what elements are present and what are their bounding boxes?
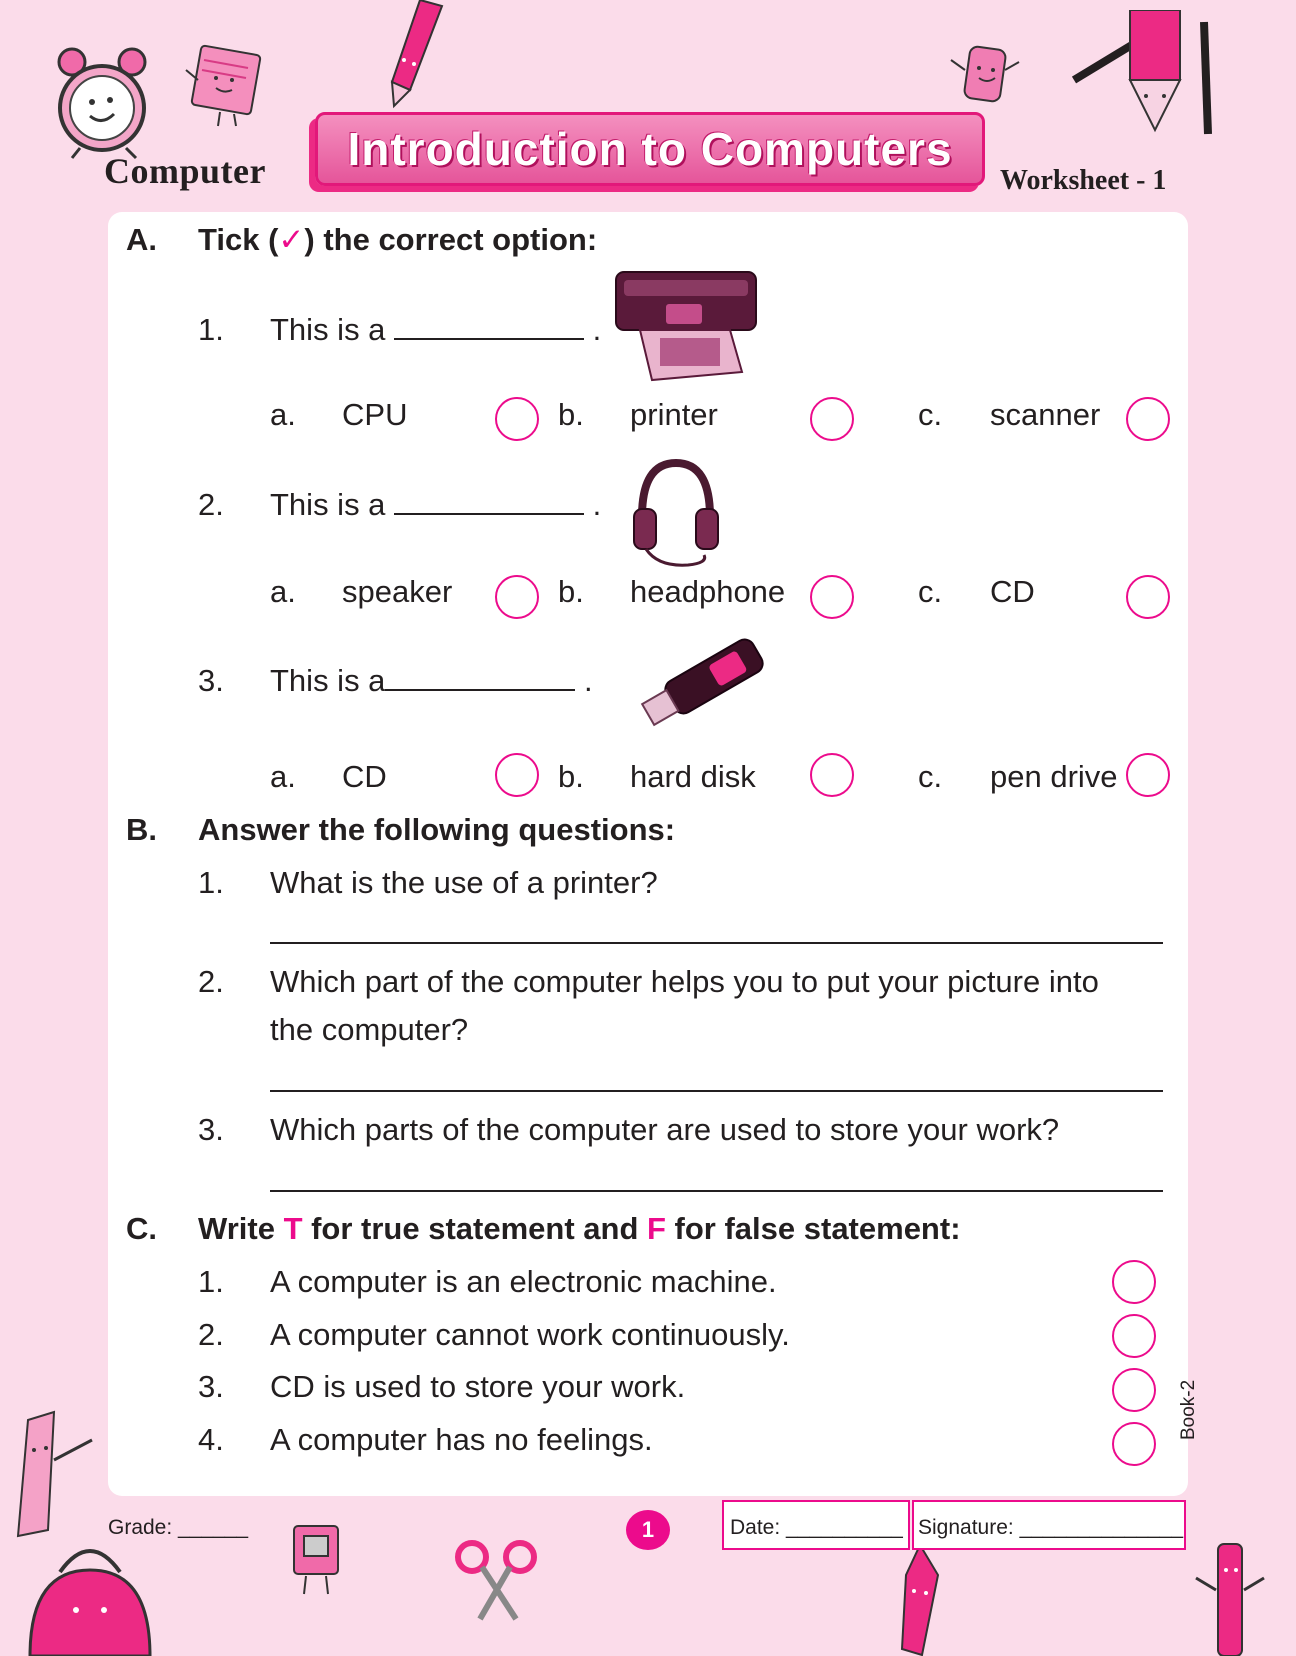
- question-prompt: This is a .: [270, 487, 602, 522]
- page-number-badge: 1: [626, 1510, 670, 1550]
- question-number: 3.: [198, 1112, 224, 1147]
- true-false-circle[interactable]: [1112, 1314, 1156, 1358]
- alarm-clock-illustration: [50, 40, 160, 160]
- statement-number: 4.: [198, 1422, 224, 1457]
- true-false-circle[interactable]: [1112, 1260, 1156, 1304]
- question-number: 1.: [198, 865, 224, 900]
- question-text-continued: the computer?: [270, 1012, 469, 1047]
- false-letter: F: [647, 1211, 666, 1246]
- true-false-circle[interactable]: [1112, 1368, 1156, 1412]
- true-false-circle[interactable]: [1112, 1422, 1156, 1466]
- true-letter: T: [283, 1211, 303, 1246]
- pen-drive-image: [626, 632, 776, 736]
- option-text: CD: [990, 574, 1035, 609]
- section-a-letter: A.: [126, 222, 157, 257]
- sharpener-character-illustration: [282, 1520, 352, 1600]
- option-text: printer: [630, 397, 718, 432]
- signature-field[interactable]: Signature: ______________: [918, 1516, 1184, 1539]
- option-letter: c.: [918, 759, 943, 794]
- scissors-illustration: [452, 1535, 542, 1625]
- bag-character-illustration: [20, 1520, 160, 1656]
- option-letter: a.: [270, 759, 296, 794]
- answer-line[interactable]: [270, 1190, 1163, 1192]
- option-tick-circle[interactable]: [495, 397, 539, 441]
- answer-blank: [394, 316, 584, 340]
- option-tick-circle[interactable]: [1126, 575, 1170, 619]
- question-text: Which parts of the computer are used to store your work?: [270, 1112, 1060, 1147]
- question-prompt: This is a .: [270, 312, 602, 347]
- statement-number: 2.: [198, 1317, 224, 1352]
- option-letter: c.: [918, 574, 943, 609]
- pencil-character-illustration: [380, 0, 450, 110]
- answer-line[interactable]: [270, 942, 1163, 944]
- statement-text: CD is used to store your work.: [270, 1369, 686, 1404]
- option-letter: b.: [558, 759, 584, 794]
- pencil-pair-illustration: [1070, 10, 1220, 140]
- printer-image: [610, 262, 766, 384]
- date-box[interactable]: [722, 1500, 910, 1550]
- question-number: 2.: [198, 487, 224, 522]
- section-a-heading: Tick (✓) the correct option:: [198, 222, 598, 257]
- option-tick-circle[interactable]: [1126, 397, 1170, 441]
- option-text: pen drive: [990, 759, 1118, 794]
- option-tick-circle[interactable]: [495, 753, 539, 797]
- statement-text: A computer cannot work continuously.: [270, 1317, 790, 1352]
- section-b-heading: Answer the following questions:: [198, 812, 676, 847]
- statement-number: 3.: [198, 1369, 224, 1404]
- title-banner: [315, 112, 985, 186]
- subject-label: Computer: [104, 151, 266, 191]
- option-tick-circle[interactable]: [810, 753, 854, 797]
- option-text: CD: [342, 759, 387, 794]
- answer-blank: [385, 667, 575, 691]
- question-prompt: This is a .: [270, 663, 593, 698]
- option-text: hard disk: [630, 759, 756, 794]
- question-number: 2.: [198, 964, 224, 999]
- crayon-character-illustration: [882, 1545, 962, 1656]
- question-number: 3.: [198, 663, 224, 698]
- worksheet-label: Worksheet - 1: [1000, 165, 1167, 196]
- option-letter: c.: [918, 397, 943, 432]
- section-b-letter: B.: [126, 812, 157, 847]
- option-text: scanner: [990, 397, 1101, 432]
- eraser-character-illustration: [945, 40, 1025, 120]
- answer-blank: [394, 491, 584, 515]
- date-field[interactable]: Date: __________: [730, 1516, 903, 1539]
- option-letter: a.: [270, 574, 296, 609]
- signature-box[interactable]: [912, 1500, 1186, 1550]
- question-number: 1.: [198, 312, 224, 347]
- statement-text: A computer is an electronic machine.: [270, 1264, 777, 1299]
- option-text: speaker: [342, 574, 453, 609]
- tick-icon: ✓: [278, 222, 305, 257]
- pen-character-illustration: [1190, 1540, 1270, 1656]
- option-text: CPU: [342, 397, 408, 432]
- section-c-letter: C.: [126, 1211, 157, 1246]
- option-tick-circle[interactable]: [1126, 753, 1170, 797]
- option-letter: a.: [270, 397, 296, 432]
- book-label: Book-2: [1178, 1379, 1199, 1440]
- notepad-character-illustration: [176, 40, 276, 130]
- question-text: Which part of the computer helps you to put your picture into: [270, 964, 1099, 999]
- option-letter: b.: [558, 397, 584, 432]
- option-tick-circle[interactable]: [810, 397, 854, 441]
- option-text: headphone: [630, 574, 786, 609]
- answer-line[interactable]: [270, 1090, 1163, 1092]
- option-letter: b.: [558, 574, 584, 609]
- section-c-heading: Write T for true statement and F for false statement:: [198, 1211, 961, 1246]
- statement-text: A computer has no feelings.: [270, 1422, 653, 1457]
- grade-field[interactable]: Grade: ______: [108, 1516, 249, 1539]
- option-tick-circle[interactable]: [495, 575, 539, 619]
- statement-number: 1.: [198, 1264, 224, 1299]
- headphone-image: [628, 455, 724, 571]
- option-tick-circle[interactable]: [810, 575, 854, 619]
- page-title: Introduction to Computers: [347, 123, 953, 175]
- question-text: What is the use of a printer?: [270, 865, 658, 900]
